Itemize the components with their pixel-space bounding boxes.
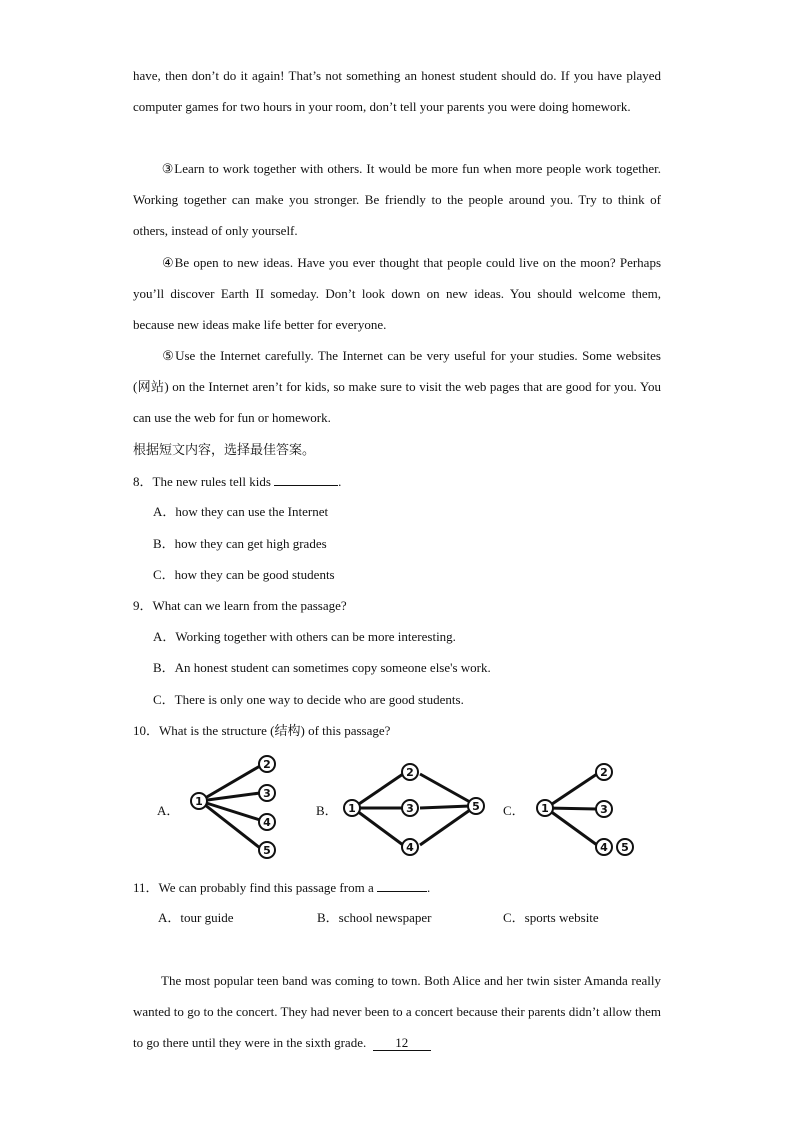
question-10: 10．What is the structure (结构) of this passage? bbox=[133, 723, 391, 738]
node-1-label: 1 bbox=[348, 802, 356, 815]
q8-option-a[interactable]: A．how they can use the Internet bbox=[153, 504, 329, 519]
node-5-label: 5 bbox=[263, 844, 271, 857]
q9-option-a[interactable]: A．Working together with others can be more interesting. bbox=[153, 629, 456, 644]
q10-option-c-label[interactable]: C． bbox=[503, 803, 525, 818]
node-3-label: 3 bbox=[263, 787, 271, 800]
answer-blank-8 bbox=[274, 471, 338, 486]
node-1-label: 1 bbox=[195, 795, 203, 808]
answer-blank-11 bbox=[377, 877, 427, 892]
node-4-label: 4 bbox=[263, 816, 271, 829]
node-5-label: 5 bbox=[621, 841, 629, 854]
q8-option-c[interactable]: C．how they can be good students bbox=[153, 567, 335, 582]
question-8-stem: 8．The new rules tell kids bbox=[133, 474, 271, 489]
question-11 bbox=[133, 877, 430, 898]
question-11-end: . bbox=[426, 880, 431, 895]
node-2-label: 2 bbox=[263, 758, 271, 771]
q10-option-c-diagram[interactable] bbox=[527, 752, 642, 862]
passage-paragraph-5 bbox=[133, 340, 661, 434]
node-2-label: 2 bbox=[600, 766, 608, 779]
passage-paragraph-4 bbox=[133, 247, 661, 341]
node-2-label: 2 bbox=[406, 766, 414, 779]
passage-2-paragraph bbox=[133, 965, 661, 1059]
question-9: 9．What can we learn from the passage? bbox=[133, 598, 347, 613]
node-3-label: 3 bbox=[600, 803, 608, 816]
passage-2-text: The most popular teen band was coming to town. Both Alice and her twin sister Amanda really wanted to go to the concert. They had never been to a concert because their parents didn’t allow them to go there until they were in the sixth grade. bbox=[133, 973, 661, 1051]
node-4-label: 4 bbox=[600, 841, 608, 854]
passage-paragraph-3 bbox=[133, 153, 661, 247]
node-3-label: 3 bbox=[406, 802, 414, 815]
node-4-label: 4 bbox=[406, 841, 414, 854]
question-8 bbox=[133, 471, 341, 492]
q11-option-a[interactable]: A．tour guide bbox=[158, 910, 234, 925]
q8-option-b[interactable]: B．how they can get high grades bbox=[153, 536, 327, 551]
q10-option-a-label[interactable]: A． bbox=[157, 803, 180, 818]
paragraph-5-text: ⑤Use the Internet carefully. The Internet can be very useful for your studies. Some websites (网站) on the Internet aren’t for kids, so make sure to visit the web pages that are good for you. You can use the web for fun or homework. bbox=[133, 348, 661, 426]
q10-option-a-diagram[interactable] bbox=[180, 752, 290, 862]
q11-option-b[interactable]: B．school newspaper bbox=[317, 910, 432, 925]
instruction: 根据短文内容，选择最佳答案。 bbox=[133, 442, 316, 457]
paragraph-3-text: ③Learn to work together with others. It would be more fun when more people work together. Working together can make you stronger. Be friendly to the people around you. Try to think of others, instead of only yourself. bbox=[133, 161, 661, 239]
node-5-label: 5 bbox=[472, 800, 480, 813]
passage-paragraph-continued: have, then don’t do it again! That’s not something an honest student should do. If you have played computer games for two hours in your room, don’t tell your parents you were doing homework. bbox=[133, 68, 661, 115]
question-11-stem: 11．We can probably find this passage from a bbox=[133, 880, 374, 895]
q9-option-c[interactable]: C．There is only one way to decide who are good students. bbox=[153, 692, 464, 707]
q10-option-b-label[interactable]: B． bbox=[316, 803, 338, 818]
node-1-label: 1 bbox=[541, 802, 549, 815]
question-8-end: . bbox=[338, 474, 342, 489]
q10-option-b-diagram[interactable] bbox=[335, 752, 495, 862]
q11-option-c[interactable]: C．sports website bbox=[503, 910, 599, 925]
q9-option-b[interactable]: B．An honest student can sometimes copy someone else's work. bbox=[153, 660, 491, 675]
cloze-blank-12[interactable]: 12 bbox=[373, 1036, 431, 1051]
paragraph-4-text: ④Be open to new ideas. Have you ever thought that people could live on the moon? Perhaps you’ll discover Earth II someday. Don’t look down on new ideas. You should welcome them, because new ideas make life better for everyone. bbox=[133, 255, 661, 333]
